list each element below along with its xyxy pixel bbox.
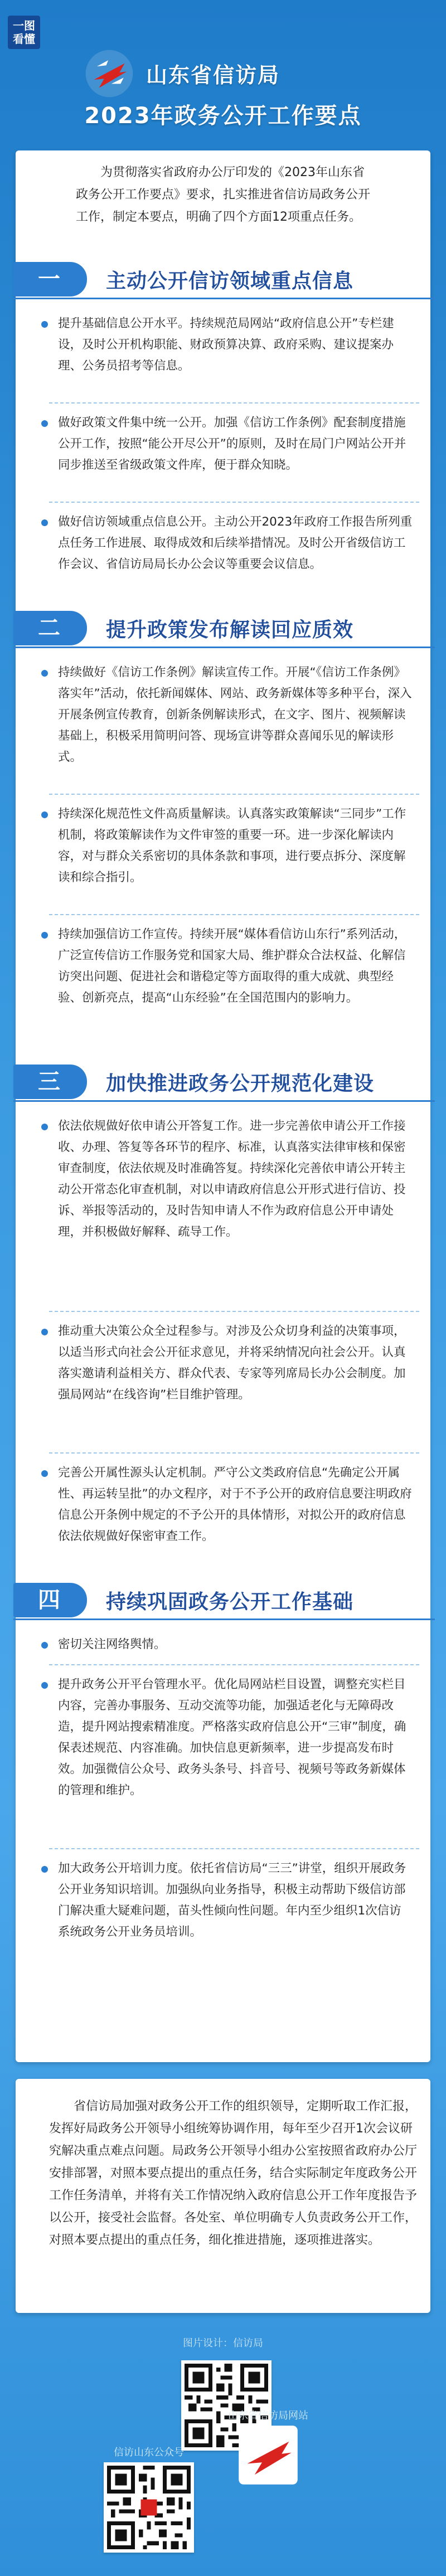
- qr-right-label: 山东省信访局网站: [228, 2410, 308, 2422]
- section-3-number: 三: [13, 1065, 87, 1099]
- bullet-icon: [41, 1329, 48, 1335]
- section-4-number: 四: [13, 1583, 87, 1617]
- section-1-title: 主动公开信访领域重点信息: [106, 270, 354, 293]
- section-divider: [13, 1100, 435, 1102]
- bullet-icon: [41, 811, 48, 818]
- list-item: [58, 1858, 413, 1943]
- bullet-icon: [41, 321, 48, 328]
- bullet-icon: [41, 670, 48, 677]
- org-name: 山东省信访局: [146, 63, 280, 88]
- section-2-number: 二: [13, 611, 87, 645]
- item-text: 持续深化规范性文件高质量解读。认真落实政策解读“三同步”工作机制，将政策解读作为文件审签的重要一环。进一步深化解读内容，对与群众关系密切的具体条款和事项，进行要点拆分、深度解读和综合指引。: [58, 807, 406, 884]
- section-3-header: [13, 1065, 435, 1106]
- section-3-title: 加快推进政务公开规范化建设: [106, 1072, 375, 1095]
- badge-line1: 一图: [13, 19, 35, 32]
- bullet-icon: [41, 1124, 48, 1130]
- list-item: [58, 1674, 413, 1801]
- list-item: [58, 804, 413, 888]
- item-text: 持续做好《信访工作条例》解读宣传工作。开展“《信访工作条例》落实年”活动，依托新闻媒体、网站、政务新媒体等多种平台，深入开展条例宣传教育，创新条例解读形式，在文字、图片、视频解读基础上，积极采用简明问答、现场宣讲等群众喜闻乐见的解读形式。: [58, 665, 412, 764]
- item-text: 推动重大决策公众全过程参与。对涉及公众切身利益的决策事项，以适当形式向社会公开征求意见，并将采纳情况向社会公开。认真落实邀请利益相关方、群众代表、专家等列席局长办公会制度。加强局网站“在线咨询”栏目维护管理。: [58, 1324, 406, 1402]
- item-text: 提升政务公开平台管理水平。优化局网站栏目设置，调整充实栏目内容，完善办事服务、互动交流等功能，加强适老化与无障碍改造，提升网站搜索精准度。严格落实政府信息公开“三审”制度，确保表述规范、内容准确。加快信息更新频率，进一步提高发布时效。加强微信公众号、政务头条号、抖音号、视频号等政务新媒体的管理和维护。: [58, 1678, 406, 1797]
- summary-card: [16, 2079, 430, 2313]
- content-card: [16, 150, 430, 2062]
- bullet-icon: [41, 1866, 48, 1873]
- bullet-icon: [41, 1682, 48, 1689]
- item-text: 做好信访领域重点信息公开。主动公开2023年政府工作报告所列重点任务工作进展、取得成效和后续举措情况。及时公开省级信访工作会议、省信访局局长办公会议等重要会议信息。: [58, 515, 413, 571]
- intro-paragraph: 为贯彻落实省政府办公厅印发的《2023年山东省政务公开工作要点》要求，扎实推进省信访局政务公开工作，制定本要点，明确了四个方面12项重点任务。: [76, 166, 371, 224]
- list-item: [58, 1462, 413, 1547]
- list-item: [58, 1116, 413, 1243]
- section-1-number: 一: [13, 262, 87, 297]
- qr-left-label: 信访山东公众号: [114, 2447, 184, 2458]
- section-divider: [13, 298, 435, 299]
- item-separator: [49, 914, 419, 915]
- item-text: 密切关注网络舆情。: [58, 1637, 166, 1651]
- header: [0, 0, 446, 145]
- item-text: 完善公开属性源头认定机制。严守公文类政府信息“先确定公开属性、再运转呈批”的办文程序，对于不予公开的政府信息要注明政府信息公开条例中规定的不予公开的具体情形，对拟公开的政府信息依法依规做好保密审查工作。: [58, 1466, 412, 1543]
- badge-line2: 看懂: [13, 32, 35, 46]
- list-item: [58, 412, 413, 476]
- item-separator: [49, 402, 419, 404]
- summary-paragraph: 省信访局加强对政务公开工作的组织领导，定期听取工作汇报，发挥好局政务公开领导小组统筹协调作用，每年至少召开1次会议研究解决重点难点问题。局政务公开领导小组办公室按照省政府办公厅安排部署，对照本要点提出的重点任务，结合实际制定年度政务公开工作任务清单，并将有关工作情况纳入政府信息公开工作年度报告予以公开，接受社会监督。各处室、单位明确专人负责政务公开工作，对照本要点提出的重点任务，细化推进措施，逐项推进落实。: [49, 2099, 418, 2247]
- item-text: 提升基础信息公开水平。持续规范局网站“政府信息公开”专栏建设，及时公开机构职能、财政预算决算、政府采购、建议提案办理、公务员招考等信息。: [58, 317, 394, 373]
- section-divider: [13, 647, 435, 648]
- footer-logo-icon: [237, 2424, 299, 2486]
- list-item: [58, 662, 413, 768]
- item-separator: [49, 1452, 419, 1454]
- section-divider: [13, 1618, 435, 1620]
- qr-code-wechat-icon[interactable]: [104, 2462, 194, 2553]
- item-text: 依法依规做好依申请公开答复工作。进一步完善依申请公开工作接收、办理、答复等各环节的程序、标准，认真落实法律审核和保密审查制度，依法依规及时准确答复。持续深化完善依申请公开转主动公开常态化审查机制，对以申请政府信息公开形式进行信访、投诉、举报等活动的，及时告知申请人不作为政府信息公开申请处理，并积极做好解释、疏导工作。: [58, 1119, 406, 1239]
- list-item: [58, 924, 413, 1009]
- list-item: [58, 512, 413, 575]
- list-item: [58, 1634, 413, 1655]
- section-4-title: 持续巩固政务公开工作基础: [106, 1591, 354, 1613]
- item-text: 做好政策文件集中统一公开。加强《信访工作条例》配套制度措施公开工作，按照“能公开尽公开”的原则，及时在局门户网站公开并同步推送至省级政策文件库，便于群众知晓。: [58, 416, 406, 472]
- page-title: 2023年政务公开工作要点: [84, 103, 362, 129]
- list-item: [58, 313, 413, 377]
- section-2-title: 提升政策发布解读回应质效: [106, 619, 354, 641]
- item-separator: [49, 1848, 419, 1849]
- bureau-logo-icon: [84, 48, 135, 99]
- section-2-header: [13, 611, 435, 652]
- bullet-icon: [41, 420, 48, 427]
- bullet-icon: [41, 1642, 48, 1649]
- bullet-icon: [41, 1470, 48, 1477]
- item-text: 持续加强信访工作宣传。持续开展“媒体看信访山东行”系列活动，广泛宣传信访工作服务党和国家大局、维护群众合法权益、化解信访突出问题、促进社会和谐稳定等方面取得的重大成就、典型经验、创新亮点，提高“山东经验”在全国范围内的影响力。: [58, 927, 406, 1005]
- badge-yitu-kandong: [8, 16, 40, 49]
- section-1-header: [13, 262, 435, 303]
- list-item: [58, 1321, 413, 1406]
- item-separator: [49, 1664, 419, 1665]
- design-credit: 图片设计：信访局: [183, 2337, 263, 2349]
- bullet-icon: [41, 932, 48, 939]
- item-separator: [49, 502, 419, 503]
- item-text: 加大政务公开培训力度。依托省信访局“三三”讲堂，组织开展政务公开业务知识培训。加强纵向业务指导，积极主动帮助下级信访部门解决重大疑难问题，苗头性倾向性问题。年内至少组织1次信访系统政务公开业务员培训。: [58, 1861, 406, 1939]
- item-separator: [49, 794, 419, 795]
- section-4-header: [13, 1583, 435, 1624]
- item-separator: [49, 1311, 419, 1312]
- bullet-icon: [41, 519, 48, 526]
